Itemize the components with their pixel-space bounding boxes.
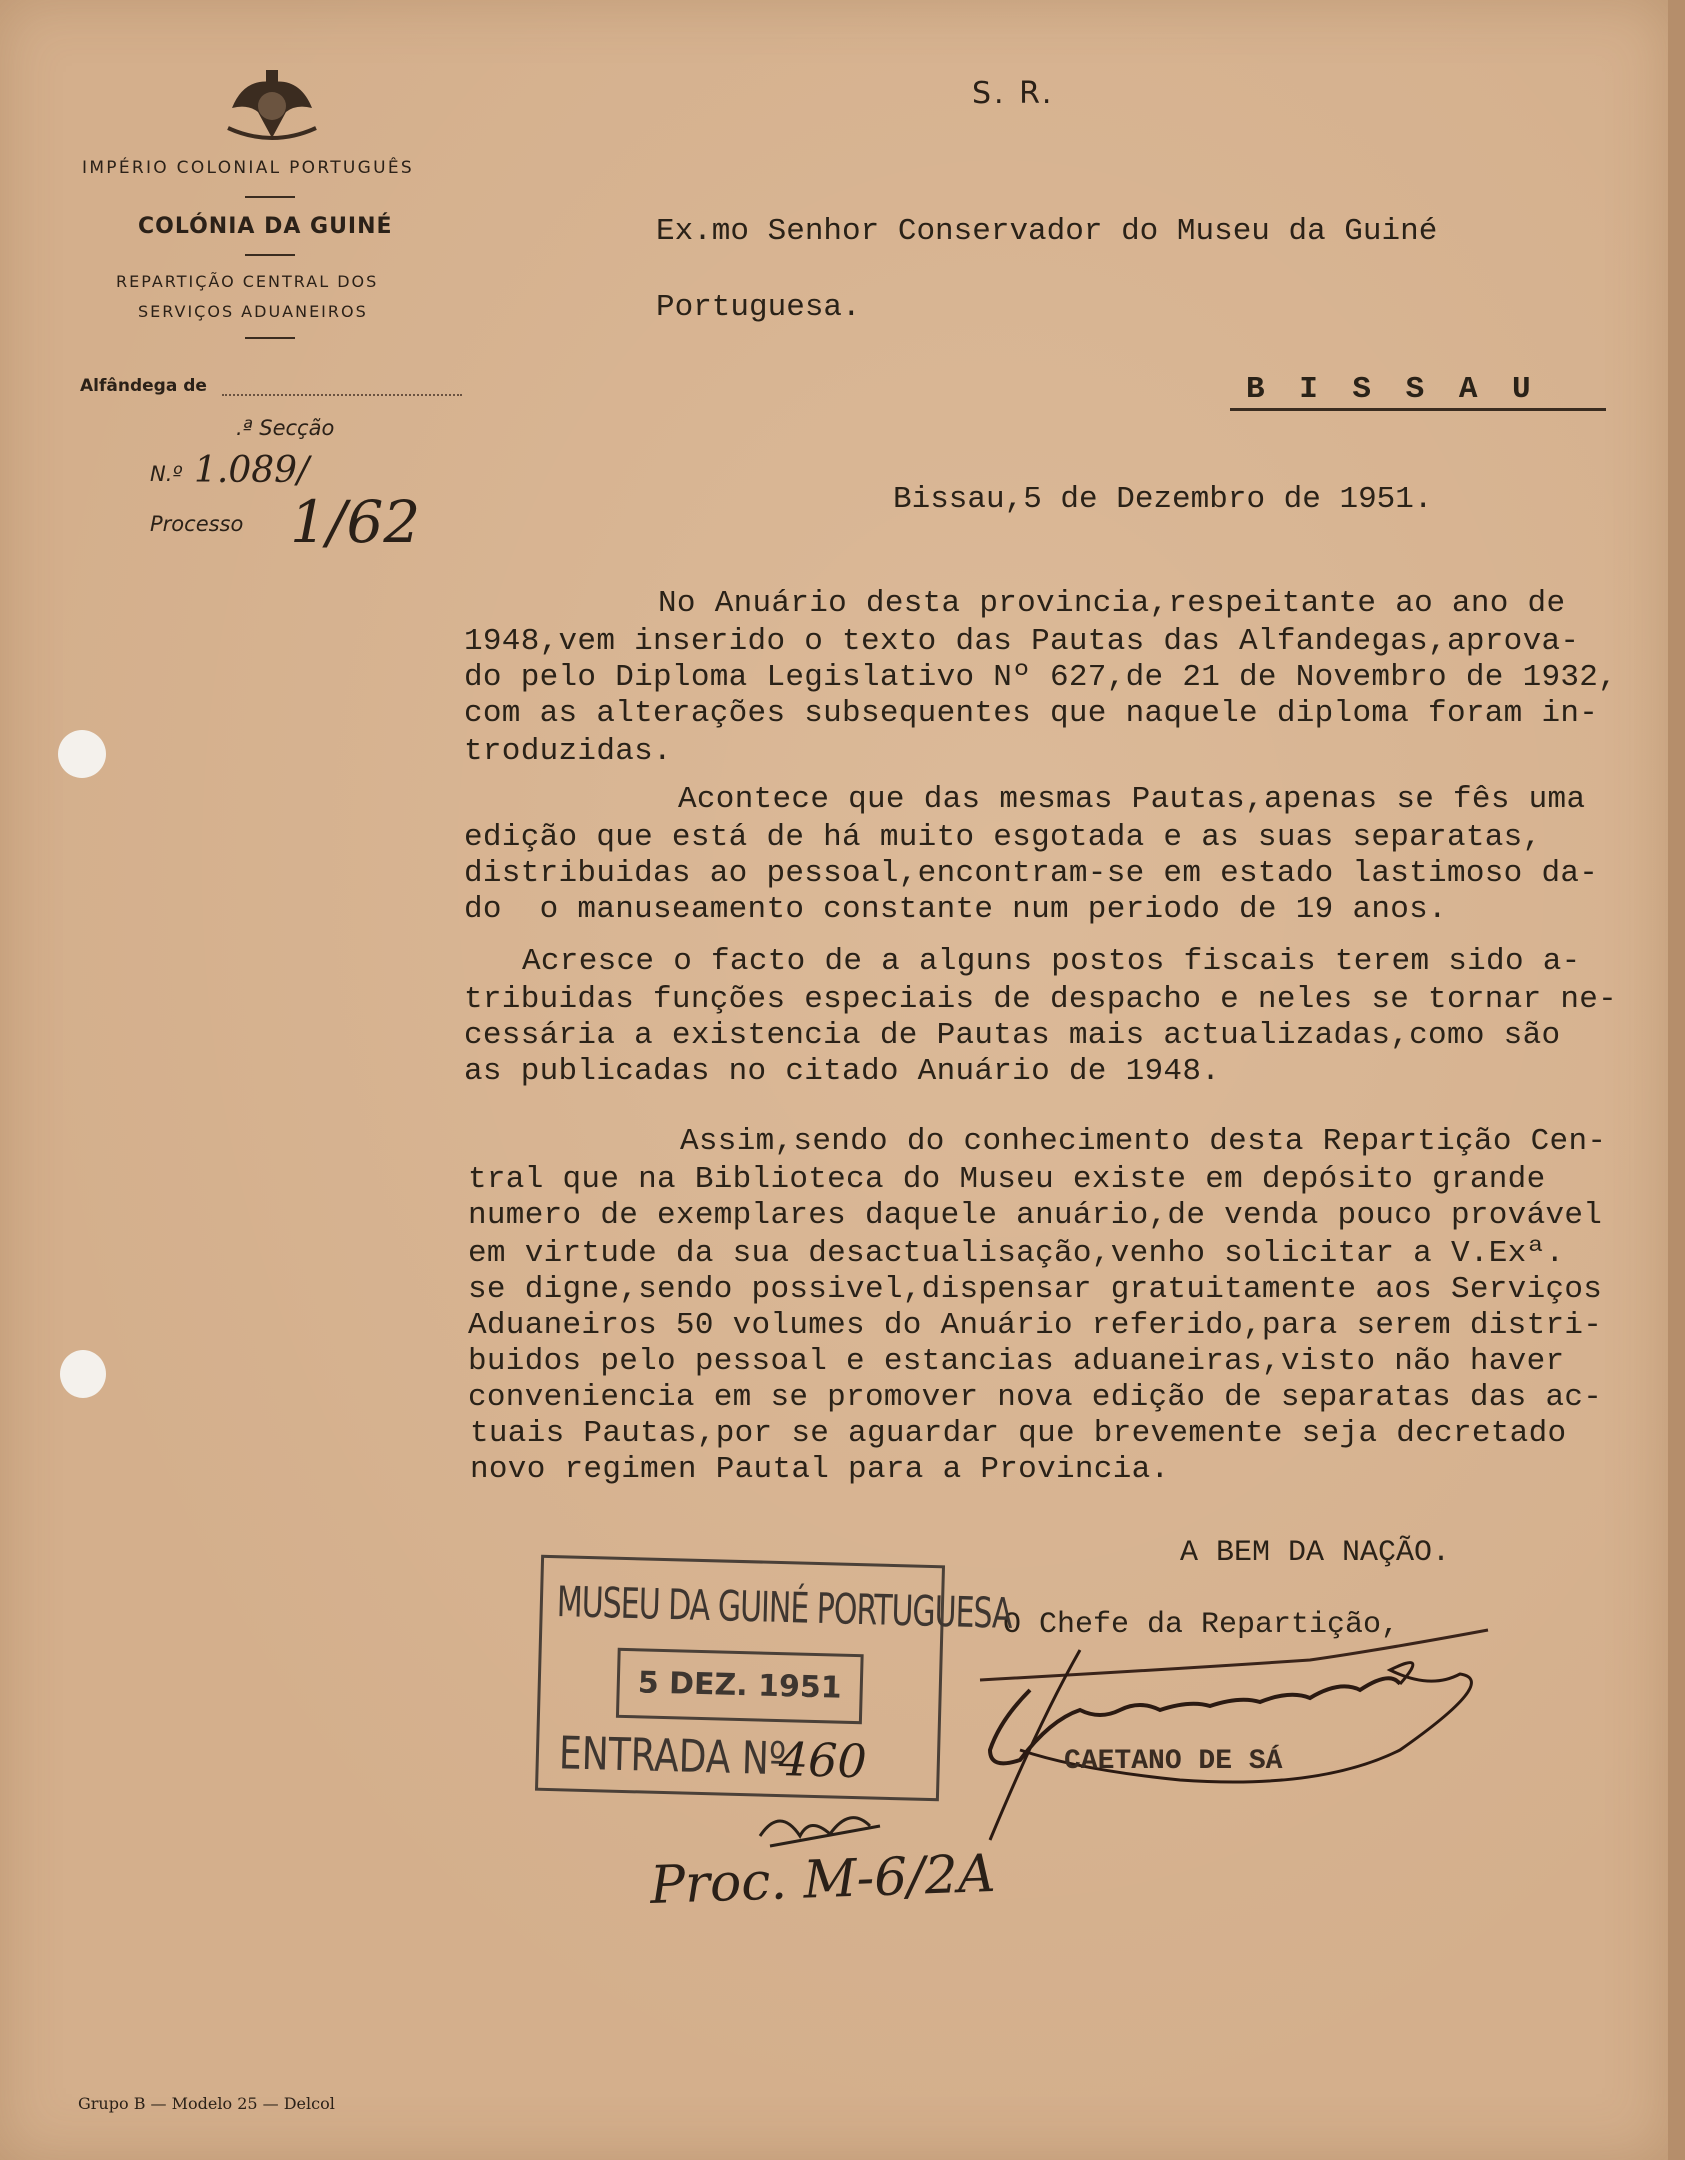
section-label: .ª Secção	[236, 416, 335, 440]
city-underline	[1230, 408, 1606, 411]
stamp-entry-number: 460	[778, 1732, 868, 1789]
department-line-2: SERVIÇOS ADUANEIROS	[138, 302, 368, 321]
closing-role: O Chefe da Repartição,	[1003, 1608, 1400, 1642]
body-line: as publicadas no citado Anuário de 1948.	[464, 1054, 1221, 1089]
body-line: numero de exemplares daquele anuário,de venda pouco provável	[468, 1198, 1603, 1233]
body-line: No Anuário desta provincia,respeitante ao ano de	[658, 586, 1566, 621]
closing-salutation: A BEM DA NAÇÃO.	[1180, 1536, 1451, 1570]
body-line: Acresce o facto de a alguns postos fiscais terem sido a-	[522, 944, 1581, 979]
number-value: 1.089/	[194, 450, 310, 491]
empire-heading: IMPÉRIO COLONIAL PORTUGUÊS	[82, 158, 414, 178]
stamp-museum-name: MUSEU DA GUINÉ PORTUGUESA	[556, 1578, 1013, 1640]
stamp-entry-label: ENTRADA Nº	[558, 1728, 787, 1786]
signatory-name: CAETANO DE SÁ	[1064, 1746, 1283, 1777]
department-line-1: REPARTIÇÃO CENTRAL DOS	[116, 272, 379, 291]
number-label: N.º	[150, 462, 183, 486]
museum-stamp	[535, 1555, 1013, 1801]
body-line: tral que na Biblioteca do Museu existe em depósito grande	[468, 1162, 1546, 1197]
punch-hole-bottom	[60, 1350, 106, 1398]
body-line: troduzidas.	[464, 734, 672, 769]
body-line: Acontece que das mesmas Pautas,apenas se fês uma	[678, 782, 1586, 817]
page-edge	[1668, 0, 1685, 2160]
body-line: conveniencia em se promover nova edição de separatas das ac-	[468, 1380, 1603, 1415]
body-line: em virtude da sua desactualisação,venho solicitar a V.Exª.	[468, 1236, 1565, 1271]
date-line: Bissau,5 de Dezembro de 1951.	[893, 482, 1433, 517]
body-line: Assim,sendo do conhecimento desta Repartição Cen-	[680, 1124, 1607, 1159]
punch-hole-top	[58, 730, 106, 778]
stamp-date: 5 DEZ. 1951	[637, 1665, 843, 1706]
body-line: edição que está de há muito esgotada e as suas separatas,	[464, 820, 1542, 855]
body-line: tribuidas funções especiais de despacho e neles se tornar ne-	[464, 982, 1618, 1017]
coat-of-arms-icon	[224, 68, 320, 144]
customs-dotted-line	[222, 394, 462, 396]
signature	[960, 1610, 1500, 1860]
divider	[245, 337, 295, 339]
divider	[245, 254, 295, 256]
body-line: se digne,sendo possivel,dispensar gratuitamente aos Serviços	[468, 1272, 1603, 1307]
handwritten-annotation: Proc. M-6/2A	[649, 1843, 997, 1917]
body-line: Aduaneiros 50 volumes do Anuário referido,para serem distri-	[468, 1308, 1603, 1343]
body-line: do o manuseamento constante num periodo de 19 anos.	[464, 892, 1447, 927]
body-line: distribuidas ao pessoal,encontram-se em estado lastimoso da-	[464, 856, 1599, 891]
body-line: com as alterações subsequentes que naquele diploma foram in-	[464, 696, 1599, 731]
recipient-line-2: Portuguesa.	[656, 290, 861, 325]
stamp-initials	[750, 1796, 890, 1856]
stamp-date-box	[616, 1648, 864, 1724]
recipient-city: B I S S A U	[1246, 372, 1539, 407]
sr-heading: S. R.	[972, 76, 1055, 111]
customs-label: Alfândega de	[80, 376, 207, 396]
form-footer: Grupo B — Modelo 25 — Delcol	[78, 2094, 335, 2113]
body-line: tuais Pautas,por se aguardar que brevemente seja decretado	[470, 1416, 1567, 1451]
body-line: 1948,vem inserido o texto das Pautas das Alfandegas,aprova-	[464, 624, 1580, 659]
recipient-line-1: Ex.mo Senhor Conservador do Museu da Guiné	[656, 214, 1438, 249]
body-line: do pelo Diploma Legislativo Nº 627,de 21 de Novembro de 1932,	[464, 660, 1618, 695]
body-line: novo regimen Pautal para a Provincia.	[470, 1452, 1170, 1487]
process-value: 1/62	[290, 488, 421, 556]
process-label: Processo	[150, 512, 244, 536]
divider	[245, 196, 295, 198]
body-line: buidos pelo pessoal e estancias aduaneiras,visto não haver	[468, 1344, 1565, 1379]
colony-heading: COLÓNIA DA GUINÉ	[138, 214, 393, 239]
body-line: cessária a existencia de Pautas mais actualizadas,como são	[464, 1018, 1561, 1053]
